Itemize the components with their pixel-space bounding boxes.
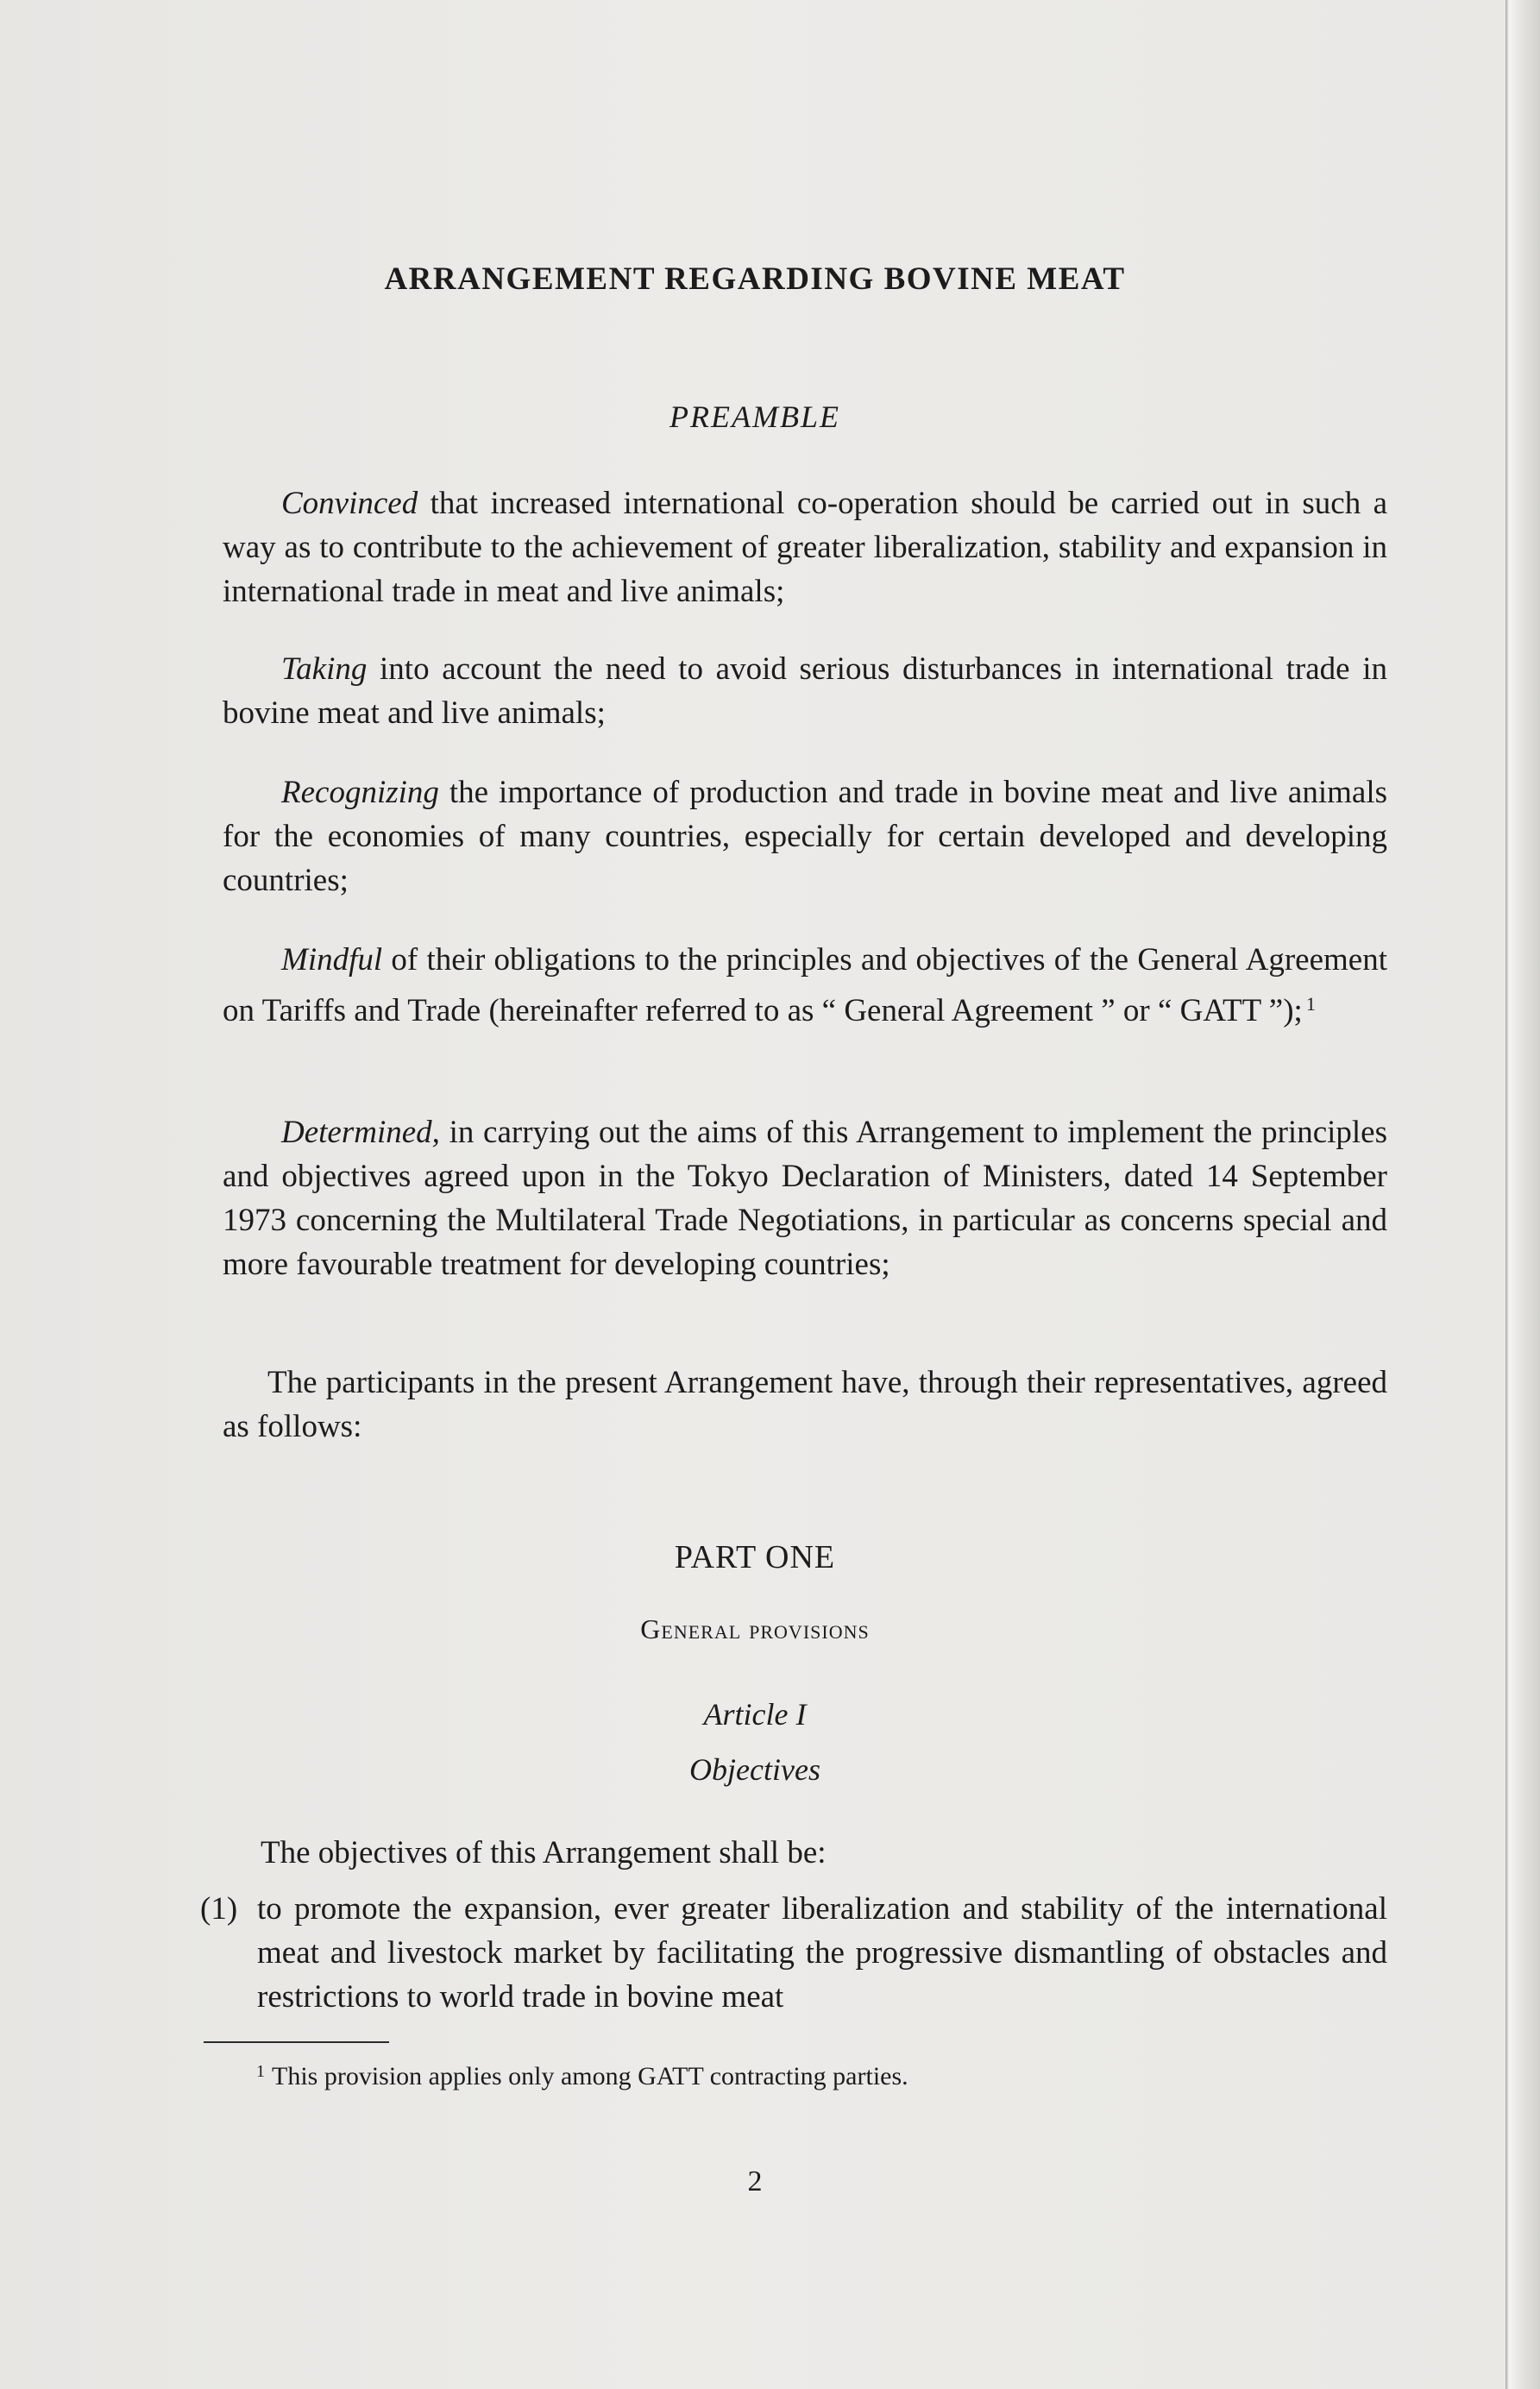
part-heading: PART ONE <box>674 1539 836 1575</box>
list-item-text: to promote the expansion, ever greater liberalization and stability of the international meat and livestock market by facilitating the progressive dismantling of obstacles and restrictions to world trade in bovine meat <box>257 1891 1387 2015</box>
footnote-reference: 1 <box>1305 993 1316 1015</box>
preamble-paragraph-taking: Taking into account the need to avoid serious disturbances in international trade in bovine meat and live animals; <box>223 651 1387 731</box>
part-subheading: General provisions <box>640 1613 870 1644</box>
footnote-marker: 1 <box>256 2062 265 2081</box>
preamble-paragraph-mindful: Mindful of their obligations to the principles and objectives of the General Agreement on Tariffs and Trade (hereinafter referred to as “ General Agreement ” or “ GATT ”); $^1$ <box>223 942 1387 1028</box>
page-number: 2 <box>747 2166 763 2197</box>
article-intro: The objectives of this Arrangement shall be: <box>261 1835 827 1870</box>
preamble-paragraph-convinced: Convinced that increased international co-operation should be carried out in such a way as to contribute to the achievement of greater liberalization, stability and expansion in international trade in meat and live animals; <box>223 486 1387 609</box>
footnote-text: This provision applies only among GATT contracting parties. <box>272 2062 908 2090</box>
preamble-paragraph-determined: Determined, in carrying out the aims of this Arrangement to implement the principles and objectives agreed upon in the Tokyo Declaration of Ministers, dated 14 September 1973 concerning the Multilateral Trade Negotiations, in particular as concerns special and more favourable treatment for developing countries; <box>223 1115 1387 1282</box>
article-heading: Objectives <box>689 1752 820 1787</box>
footnote <box>256 2062 908 2091</box>
preamble-paragraph-participants: The participants in the present Arrangement have, through their representatives, agreed as follows: <box>223 1365 1387 1444</box>
list-item-number: (1) <box>200 1891 238 1927</box>
document-title: ARRANGEMENT REGARDING BOVINE MEAT <box>384 261 1126 297</box>
footnote-divider <box>204 2041 389 2043</box>
page-edge <box>1505 0 1540 2389</box>
list-item <box>200 1887 1387 2019</box>
article-number: Article I <box>703 1697 807 1732</box>
preamble-heading: PREAMBLE <box>669 399 840 434</box>
preamble-paragraph-recognizing: Recognizing the importance of production and trade in bovine meat and live animals for the economies of many countries, especially for certain developed and developing countries; <box>223 775 1387 898</box>
